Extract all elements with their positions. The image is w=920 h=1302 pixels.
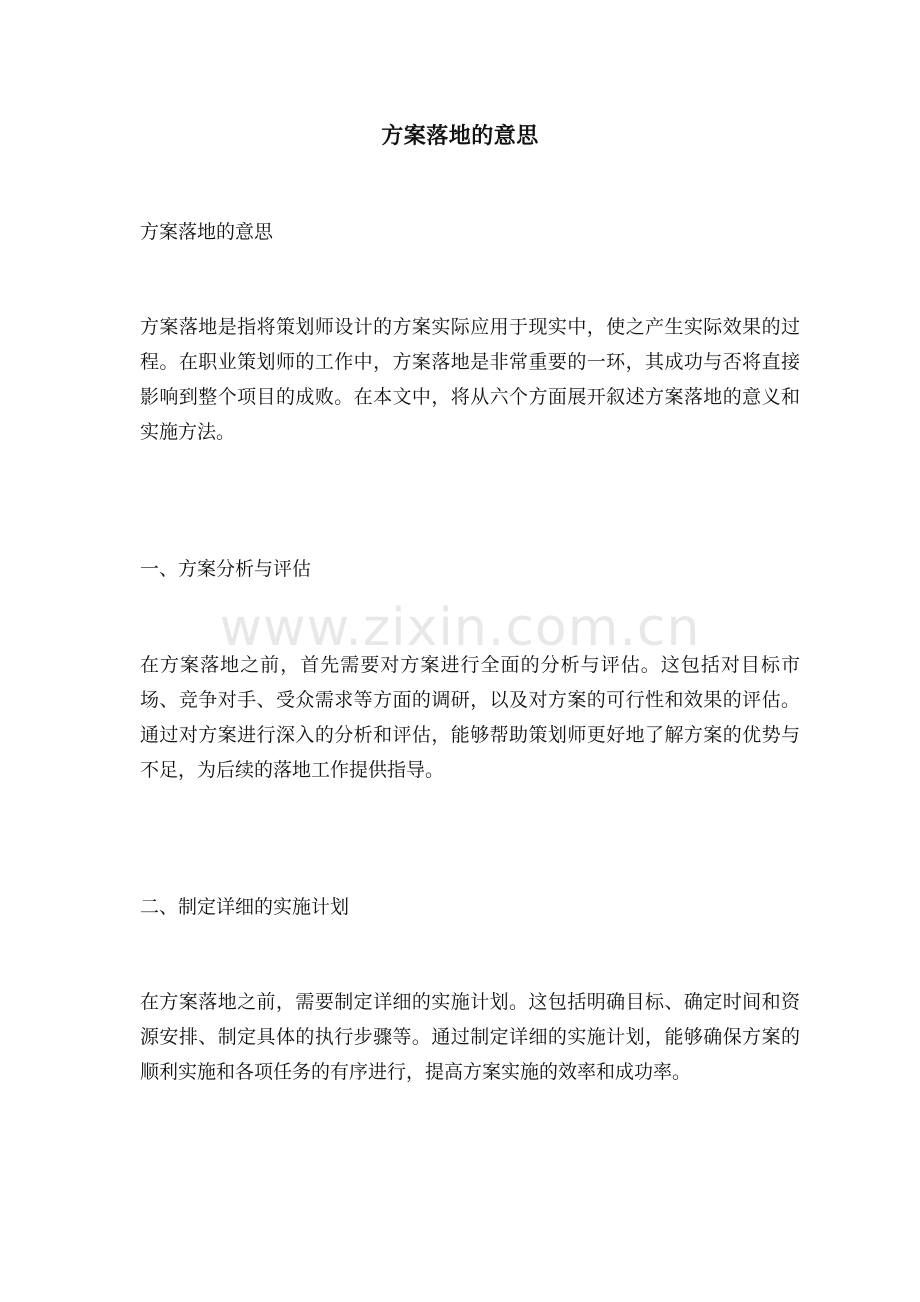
section-heading-2: 二、制定详细的实施计划 xyxy=(140,896,350,918)
document-title: 方案落地的意思 xyxy=(381,123,539,149)
section-body-1: 在方案落地之前，首先需要对方案进行全面的分析与评估。这包括对目标市场、竞争对手、受众需求等方面的调研，以及对方案的可行性和效果的评估。通过对方案进行深入的分析和评估，能够帮助策划师更好地了解方案的优势与不足，为后续的落地工作提供指导。 xyxy=(140,654,800,781)
section-body-2: 在方案落地之前，需要制定详细的实施计划。这包括明确目标、确定时间和资源安排、制定具体的执行步骤等。通过制定详细的实施计划，能够确保方案的顺利实施和各项任务的有序进行，提高方案实施的效率和成功率。 xyxy=(140,991,800,1083)
section-heading-1: 一、方案分析与评估 xyxy=(140,558,312,580)
document-subtitle: 方案落地的意思 xyxy=(140,221,274,243)
intro-paragraph: 方案落地是指将策划师设计的方案实际应用于现实中，使之产生实际效果的过程。在职业策划师的工作中，方案落地是非常重要的一环，其成功与否将直接影响到整个项目的成败。在本文中，将从六个方面展开叙述方案落地的意义和实施方法。 xyxy=(140,316,800,443)
watermark: www.zixin.com.cn xyxy=(219,598,701,658)
